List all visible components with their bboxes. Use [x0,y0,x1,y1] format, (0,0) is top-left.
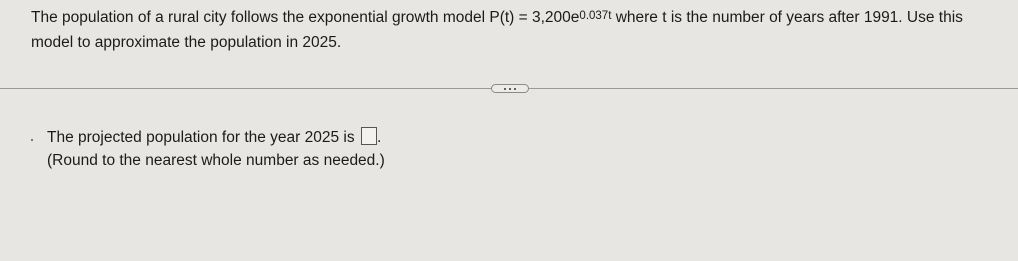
formula-exponent: 0.037t [579,10,612,22]
growth-formula [489,9,611,26]
ellipsis-dot-icon [514,88,516,90]
rounding-hint: (Round to the nearest whole number as needed.) [47,152,385,169]
answer-input-box[interactable] [361,127,377,145]
bullet-icon [31,139,33,141]
question-text [31,6,1006,55]
formula-base: P(t) = 3,200e [489,9,580,26]
question-after-formula: where t is the number of years after 1991. Use this [611,9,963,26]
answer-period: . [376,129,382,146]
ellipsis-dot-icon [504,88,506,90]
question-line-1 [31,6,1006,31]
answer-prompt-line [47,126,385,149]
question-intro: The population of a rural city follows the exponential growth model [31,9,490,26]
question-line-2: model to approximate the population in 2025. [31,34,342,51]
section-divider [0,84,1018,94]
answer-section [47,126,385,172]
expand-more-button[interactable] [491,84,529,93]
ellipsis-dot-icon [509,88,511,90]
answer-prompt: The projected population for the year 2025 is [47,129,359,146]
